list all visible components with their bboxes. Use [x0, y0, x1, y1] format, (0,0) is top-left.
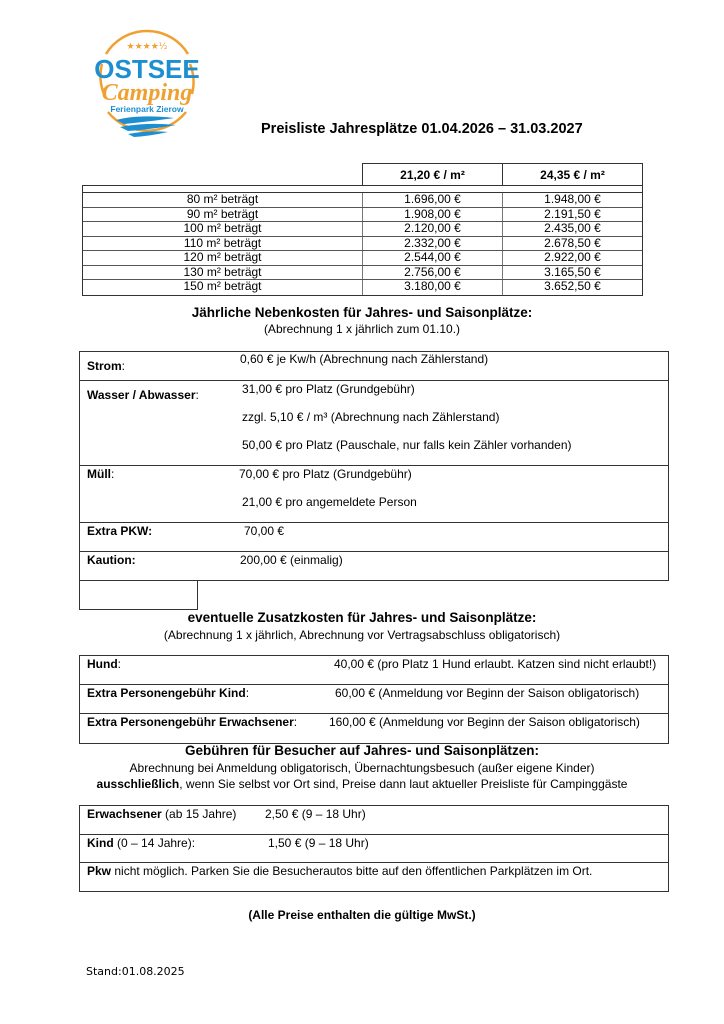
svg-text:Camping: Camping: [101, 80, 193, 106]
svg-text:Ferienpark Zierow: Ferienpark Zierow: [110, 104, 184, 114]
table-row: [83, 237, 642, 252]
besucher-erwachsener-label: Erwachsener (ab 15 Jahre): [87, 807, 237, 821]
pkw-value: 70,00 €: [244, 524, 285, 538]
size-cell: 100 m² beträgt: [83, 222, 363, 236]
hund-row: [80, 656, 668, 685]
size-cell: 110 m² beträgt: [83, 237, 363, 251]
besucher-pkw-row: [80, 863, 668, 891]
erwachsener-fee-row: [80, 714, 668, 743]
table-row: [83, 251, 642, 266]
wasser-label: Wasser / Abwasser:: [87, 388, 199, 402]
size-cell: 150 m² beträgt: [83, 280, 363, 295]
hund-label: Hund:: [87, 657, 121, 671]
besucher-kind-value: 1,50 € (9 – 18 Uhr): [268, 836, 369, 850]
zusatzkosten-title: eventuelle Zusatzkosten für Jahres- und Saisonplätze:: [187, 610, 537, 625]
besucher-erwachsener-row: [80, 806, 668, 835]
price-a-cell: 1.908,00 €: [363, 208, 503, 222]
kind-fee-row: [80, 685, 668, 714]
size-cell: 80 m² beträgt: [83, 193, 363, 207]
price-table-header: [362, 163, 643, 186]
size-cell: 130 m² beträgt: [83, 266, 363, 280]
table-row: [83, 208, 642, 223]
price-b-cell: 3.652,50 €: [544, 279, 601, 293]
muell-value-1: 70,00 € pro Platz (Grundgebühr): [239, 467, 412, 481]
nebenkosten-title: Jährliche Nebenkosten für Jahres- und Saisonplätze:: [191, 305, 533, 320]
table-row: [83, 193, 642, 208]
price-a-cell: 1.696,00 €: [363, 193, 503, 207]
price-a-cell: 2.332,00 €: [363, 237, 503, 251]
nebenkosten-box: [79, 351, 669, 581]
besucher-title: Gebühren für Besucher auf Jahres- und Saisonplätzen:: [184, 743, 540, 758]
pkw-label: Extra PKW:: [87, 524, 153, 538]
muell-value-2: 21,00 € pro angemeldete Person: [242, 495, 417, 509]
vat-note: (Alle Preise enthalten die gültige MwSt.): [248, 908, 476, 922]
zusatzkosten-subtitle: (Abrechnung 1 x jährlich, Abrechnung vor Vertragsabschluss obligatorisch): [163, 628, 561, 642]
svg-text:OSTSEE: OSTSEE: [94, 54, 200, 84]
svg-text:★★★★½: ★★★★½: [126, 42, 168, 52]
price-a-cell: 2.120,00 €: [363, 222, 503, 236]
pkw-row: [80, 523, 668, 552]
price-a-cell: 2.544,00 €: [363, 251, 503, 265]
kind-fee-label: Extra Personengebühr Kind:: [87, 686, 250, 700]
table-row: [83, 222, 642, 237]
price-b-cell: 3.165,50 €: [544, 264, 601, 279]
nebenkosten-subtitle: (Abrechnung 1 x jährlich zum 01.10.): [263, 322, 461, 336]
price-b-cell: 2.922,00 €: [544, 250, 601, 264]
strom-value: 0,60 € je Kw/h (Abrechnung nach Zählerstand): [240, 352, 489, 366]
erwachsener-fee-value: 160,00 € (Anmeldung vor Beginn der Saison obligatorisch): [329, 715, 640, 729]
stand-date: Stand:01.08.2025: [86, 965, 185, 978]
besucher-box: [79, 805, 669, 892]
kaution-value: 200,00 € (einmalig): [240, 553, 343, 567]
page-title: Preisliste Jahresplätze 01.04.2026 – 31.03.2027: [261, 121, 583, 137]
logo-graphic: [84, 24, 210, 144]
muell-label: Müll:: [87, 467, 115, 481]
muell-row: [80, 466, 668, 523]
strom-row: [80, 352, 668, 381]
table-row: [83, 280, 642, 295]
price-b-cell: 1.948,00 €: [544, 192, 601, 206]
strom-label: Strom:: [87, 359, 126, 373]
besucher-pkw-text: Pkw nicht möglich. Parken Sie die Besucherautos bitte auf den öffentlichen Parkplätzen im Ort.: [87, 864, 593, 878]
empty-box: [79, 580, 198, 610]
ostsee-camping-logo: [84, 24, 210, 144]
price-b-cell: 2.191,50 €: [544, 206, 601, 221]
price-b-cell: 2.435,00 €: [544, 221, 601, 235]
kind-fee-value: 60,00 € (Anmeldung vor Beginn der Saison obligatorisch): [335, 686, 640, 700]
hund-value: 40,00 € (pro Platz 1 Hund erlaubt. Katzen sind nicht erlaubt!): [334, 657, 657, 671]
besucher-line-1: Abrechnung bei Anmeldung obligatorisch, Übernachtungsbesuch (außer eigene Kinder): [129, 761, 595, 775]
price-a-cell: 2.756,00 €: [363, 266, 503, 280]
size-cell: 120 m² beträgt: [83, 251, 363, 265]
price-header-rate-a: 21,20 € / m²: [363, 164, 503, 186]
kaution-row: [80, 552, 668, 580]
besucher-kind-row: [80, 835, 668, 863]
wasser-value-1: 31,00 € pro Platz (Grundgebühr): [242, 382, 415, 396]
besucher-kind-label: Kind (0 – 14 Jahre):: [87, 836, 196, 850]
zusatzkosten-box: [79, 655, 669, 744]
wasser-value-2: zzgl. 5,10 € / m³ (Abrechnung nach Zählerstand): [242, 410, 500, 424]
price-header-rate-b: 24,35 € / m²: [540, 168, 605, 182]
table-row: [83, 266, 642, 281]
price-table: [82, 185, 643, 296]
besucher-erwachsener-value: 2,50 € (9 – 18 Uhr): [265, 807, 366, 821]
wasser-row: [80, 381, 668, 466]
price-b-cell: 2.678,50 €: [544, 235, 601, 250]
size-cell: 90 m² beträgt: [83, 208, 363, 222]
wasser-value-3: 50,00 € pro Platz (Pauschale, nur falls kein Zähler vorhanden): [242, 438, 572, 452]
besucher-line-2: ausschließlich, wenn Sie selbst vor Ort sind, Preise dann laut aktueller Preisliste für Campinggäste: [96, 777, 628, 791]
price-a-cell: 3.180,00 €: [363, 280, 503, 295]
erwachsener-fee-label: Extra Personengebühr Erwachsener:: [87, 715, 298, 729]
kaution-label: Kaution:: [87, 553, 136, 567]
